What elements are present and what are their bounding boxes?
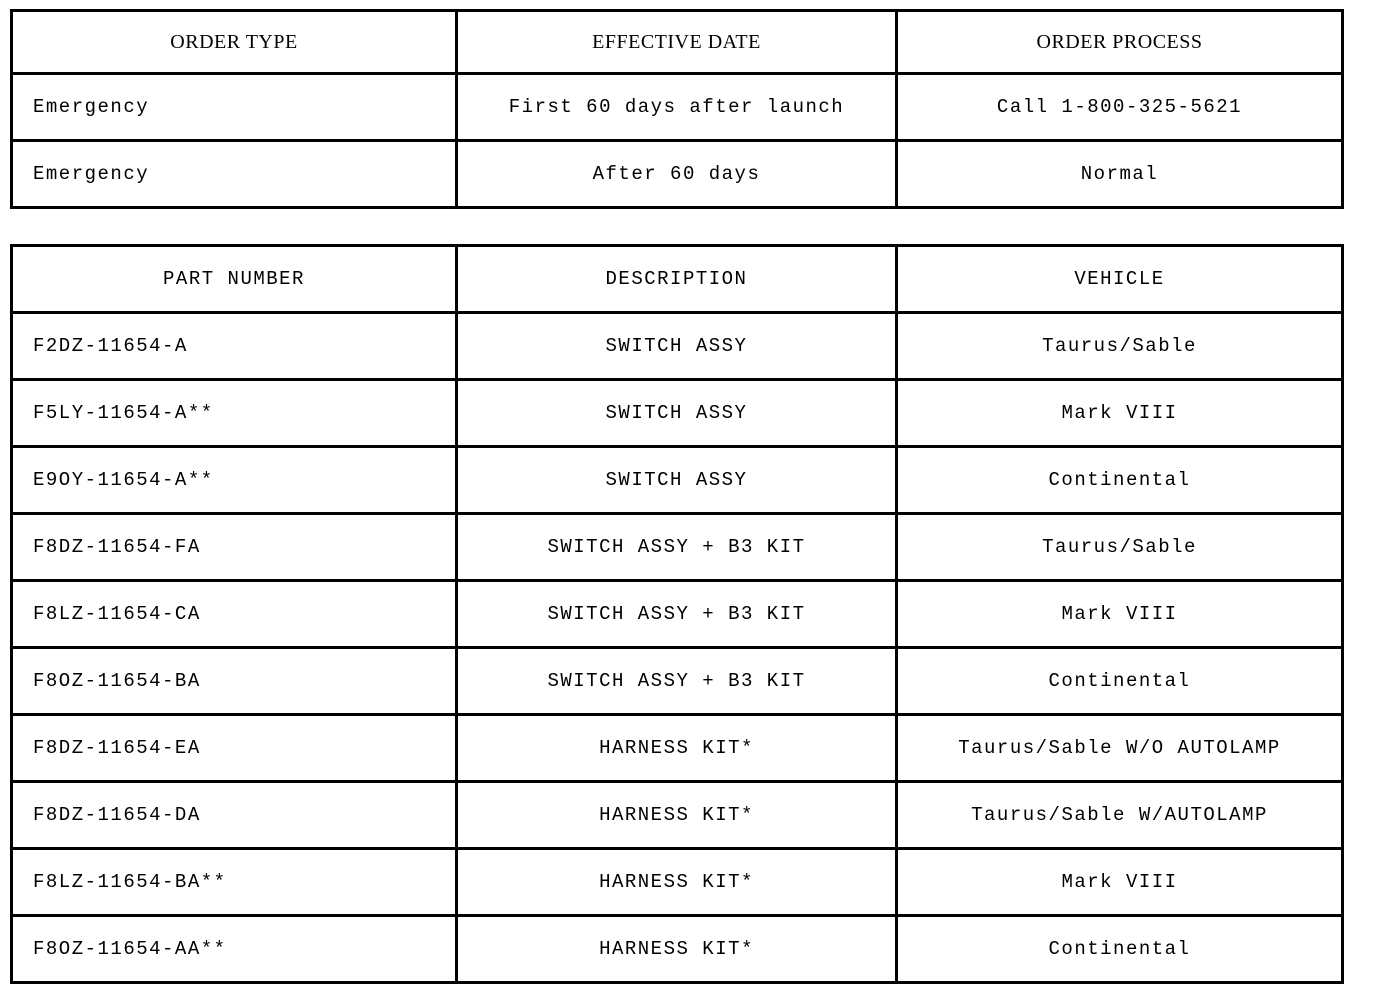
table-row	[12, 380, 1343, 447]
vehicle-cell: Taurus/Sable W/O AUTOLAMP	[897, 715, 1343, 782]
table-row	[12, 715, 1343, 782]
table-row	[12, 514, 1343, 581]
order-process-header: ORDER PROCESS	[897, 11, 1343, 74]
effective-date-cell: After 60 days	[457, 141, 897, 208]
vehicle-header: VEHICLE	[897, 246, 1343, 313]
effective-date-cell: First 60 days after launch	[457, 74, 897, 141]
vehicle-cell: Mark VIII	[897, 380, 1343, 447]
description-cell: HARNESS KIT*	[457, 715, 897, 782]
part-number-cell: F8OZ-11654-BA	[12, 648, 457, 715]
vehicle-cell: Mark VIII	[897, 581, 1343, 648]
vehicle-cell: Continental	[897, 648, 1343, 715]
order-type-cell: Emergency	[12, 141, 457, 208]
table-row	[12, 313, 1343, 380]
description-cell: SWITCH ASSY	[457, 313, 897, 380]
vehicle-cell: Taurus/Sable	[897, 514, 1343, 581]
part-number-header: PART NUMBER	[12, 246, 457, 313]
table-row	[12, 648, 1343, 715]
table-row	[12, 782, 1343, 849]
part-number-cell: F8LZ-11654-CA	[12, 581, 457, 648]
description-cell: HARNESS KIT*	[457, 916, 897, 983]
order-process-cell: Call 1-800-325-5621	[897, 74, 1343, 141]
part-number-cell: F8OZ-11654-AA**	[12, 916, 457, 983]
parts-table-header-row	[12, 246, 1343, 313]
part-number-cell: F8DZ-11654-DA	[12, 782, 457, 849]
vehicle-cell: Mark VIII	[897, 849, 1343, 916]
parts-table	[10, 244, 1344, 984]
order-type-cell: Emergency	[12, 74, 457, 141]
part-number-cell: F8DZ-11654-EA	[12, 715, 457, 782]
table-row	[12, 916, 1343, 983]
description-cell: SWITCH ASSY + B3 KIT	[457, 648, 897, 715]
table-row	[12, 141, 1343, 208]
table-row	[12, 581, 1343, 648]
effective-date-header: EFFECTIVE DATE	[457, 11, 897, 74]
description-header: DESCRIPTION	[457, 246, 897, 313]
vehicle-cell: Continental	[897, 447, 1343, 514]
part-number-cell: F8LZ-11654-BA**	[12, 849, 457, 916]
description-cell: SWITCH ASSY + B3 KIT	[457, 514, 897, 581]
table-row	[12, 447, 1343, 514]
vehicle-cell: Taurus/Sable	[897, 313, 1343, 380]
table-row	[12, 849, 1343, 916]
vehicle-cell: Taurus/Sable W/AUTOLAMP	[897, 782, 1343, 849]
description-cell: HARNESS KIT*	[457, 849, 897, 916]
order-table-header-row	[12, 11, 1343, 74]
vehicle-cell: Continental	[897, 916, 1343, 983]
part-number-cell: F8DZ-11654-FA	[12, 514, 457, 581]
description-cell: SWITCH ASSY	[457, 447, 897, 514]
description-cell: SWITCH ASSY	[457, 380, 897, 447]
description-cell: HARNESS KIT*	[457, 782, 897, 849]
part-number-cell: F5LY-11654-A**	[12, 380, 457, 447]
order-type-header: ORDER TYPE	[12, 11, 457, 74]
description-cell: SWITCH ASSY + B3 KIT	[457, 581, 897, 648]
order-process-table	[10, 9, 1344, 209]
part-number-cell: E9OY-11654-A**	[12, 447, 457, 514]
order-process-cell: Normal	[897, 141, 1343, 208]
part-number-cell: F2DZ-11654-A	[12, 313, 457, 380]
table-row	[12, 74, 1343, 141]
